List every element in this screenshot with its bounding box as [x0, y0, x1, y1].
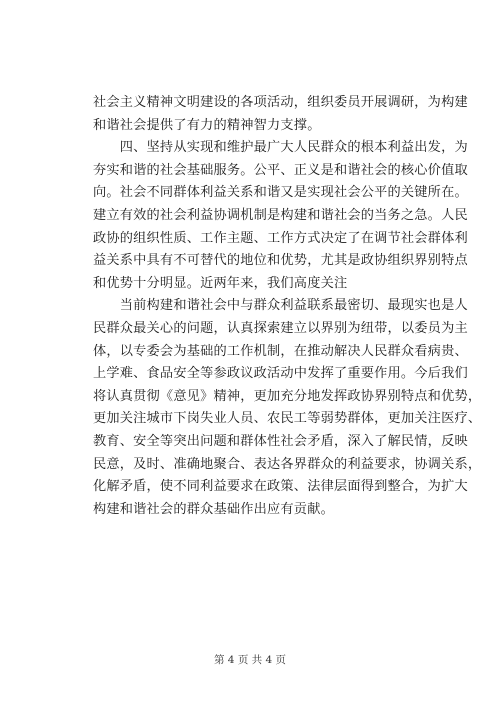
text-line: 夯实和谐的社会基础服务。公平、正义是和谐社会的核心价值取 [93, 162, 468, 178]
text-line: 民意，及时、准确地聚合、表达各界群众的利益要求，协调关系， [93, 456, 482, 472]
text-line: 和谐社会提供了有力的精神智力支撑。 [93, 117, 321, 133]
text-line: 政协的组织性质、工作主题、工作方式决定了在调节社会群体利 [93, 230, 468, 246]
page-footer: 第 4 页 共 4 页 [213, 654, 287, 666]
text-line: 构建和谐社会的群众基础作出应有贡献。 [93, 501, 334, 517]
text-line: 民群众最关心的问题，认真探索建立以界别为纽带，以委员为主 [93, 320, 468, 336]
text-line: 益关系中具有不可替代的地位和优势，尤其是政协组织界别特点 [93, 253, 468, 269]
text-line: 将认真贯彻《意见》精神，更加充分地发挥政协界别特点和优势， [93, 388, 482, 404]
text-line: 和优势十分明显。近两年来，我们高度关注 [93, 275, 348, 291]
text-line: 体，以专委会为基础的工作机制，在推动解决人民群众看病贵、 [93, 343, 468, 359]
text-line: 当前构建和谐社会中与群众利益联系最密切、最现实也是人 [93, 298, 468, 314]
text-line: 建立有效的社会利益协调机制是构建和谐社会的当务之急。人民 [93, 207, 468, 223]
text-line: 化解矛盾，使不同利益要求在政策、法律层面得到整合，为扩大 [93, 479, 468, 495]
body-text [93, 92, 482, 521]
text-line: 更加关注城市下岗失业人员、农民工等弱势群体，更加关注医疗、 [93, 411, 482, 427]
text-line: 向。社会不同群体利益关系和谐又是实现社会公平的关键所在。 [93, 185, 468, 201]
text-line: 社会主义精神文明建设的各项活动，组织委员开展调研，为构建 [93, 95, 468, 110]
text-line: 四、坚持从实现和维护最广大人民群众的根本利益出发，为 [93, 140, 468, 156]
text-line: 教育、安全等突出问题和群体性社会矛盾，深入了解民情，反映 [93, 433, 468, 449]
text-line: 上学难、食品安全等参政议政活动中发挥了重要作用。今后我们 [93, 366, 468, 382]
